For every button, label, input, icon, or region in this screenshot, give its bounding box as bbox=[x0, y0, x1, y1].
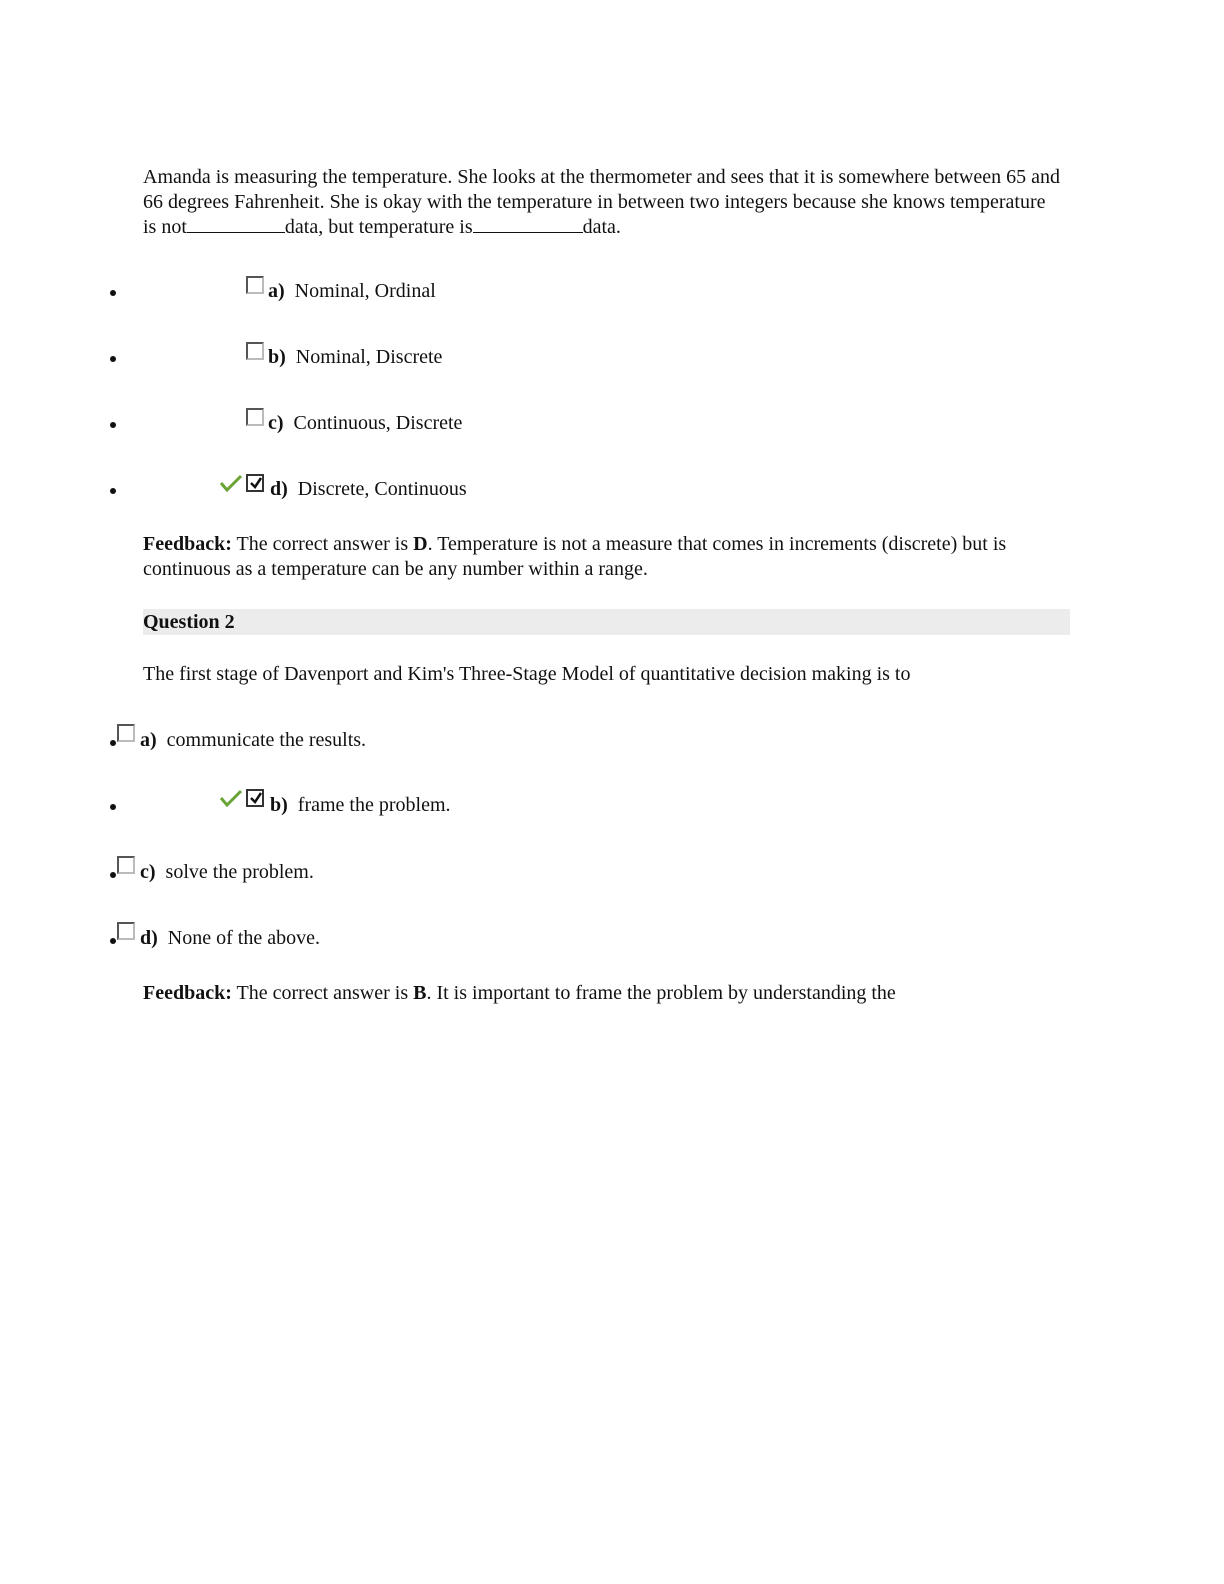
option-letter: c) bbox=[140, 861, 156, 883]
option-letter: a) bbox=[140, 729, 157, 751]
feedback-text-part2: . It is important to frame the problem by understanding the bbox=[426, 982, 896, 1004]
list-bullet bbox=[110, 872, 116, 878]
checkbox-icon[interactable] bbox=[246, 342, 264, 360]
answer-blank-1 bbox=[187, 216, 285, 233]
option-letter: d) bbox=[140, 927, 158, 949]
q1-option-c[interactable] bbox=[268, 411, 462, 435]
option-letter: b) bbox=[270, 794, 288, 816]
question-1-feedback bbox=[143, 532, 1068, 582]
checkbox-icon[interactable] bbox=[246, 474, 264, 492]
correct-checkmark-icon bbox=[219, 474, 243, 492]
checkbox-icon[interactable] bbox=[117, 856, 135, 874]
list-bullet bbox=[110, 422, 116, 428]
option-text: Nominal, Discrete bbox=[295, 346, 443, 368]
q1-option-b[interactable] bbox=[268, 345, 442, 369]
question-2-stem: The first stage of Davenport and Kim's Three-Stage Model of quantitative decision making is to bbox=[143, 663, 911, 685]
option-text: communicate the results. bbox=[166, 729, 367, 751]
checkbox-icon[interactable] bbox=[246, 276, 264, 294]
option-letter: c) bbox=[268, 412, 284, 434]
question-2-feedback bbox=[143, 981, 1068, 1006]
list-bullet bbox=[110, 356, 116, 362]
q2-option-c[interactable] bbox=[140, 860, 314, 884]
question-2-heading: Question 2 bbox=[143, 611, 235, 633]
question-1-stem bbox=[143, 165, 1063, 240]
feedback-answer: D bbox=[413, 533, 428, 555]
list-bullet bbox=[110, 488, 116, 494]
option-text: Nominal, Ordinal bbox=[294, 280, 436, 302]
answer-blank-2 bbox=[473, 216, 583, 233]
list-bullet bbox=[110, 740, 116, 746]
q2-option-a[interactable] bbox=[140, 728, 366, 752]
question-1-stem-part3: data. bbox=[582, 216, 621, 238]
feedback-answer: B bbox=[413, 982, 427, 1004]
option-letter: d) bbox=[270, 478, 288, 500]
option-text: None of the above. bbox=[167, 927, 320, 949]
option-letter: a) bbox=[268, 280, 285, 302]
question-1-stem-part1: Amanda is measuring the temperature. She looks at the thermometer and sees that it is somewhere between 65 and 66 degrees Fahrenheit. She is okay with the temperature in between two integers because she knows temperature is not bbox=[143, 166, 1060, 238]
question-2-header bbox=[143, 609, 1070, 635]
q2-option-b[interactable] bbox=[270, 793, 451, 817]
option-text: Continuous, Discrete bbox=[293, 412, 463, 434]
list-bullet bbox=[110, 938, 116, 944]
option-letter: b) bbox=[268, 346, 286, 368]
feedback-text-part1: The correct answer is bbox=[236, 982, 409, 1004]
correct-checkmark-icon bbox=[219, 789, 243, 807]
question-1-stem-part2: data, but temperature is bbox=[284, 216, 473, 238]
option-text: Discrete, Continuous bbox=[297, 478, 467, 500]
checkbox-icon[interactable] bbox=[117, 724, 135, 742]
checkbox-icon[interactable] bbox=[117, 922, 135, 940]
q1-option-a[interactable] bbox=[268, 279, 436, 303]
option-text: frame the problem. bbox=[297, 794, 451, 816]
feedback-label: Feedback: bbox=[143, 533, 232, 555]
list-bullet bbox=[110, 290, 116, 296]
feedback-text-part2: . Temperature is not a measure that comes in increments (discrete) but is continuous as a temperature can be any number within a range. bbox=[143, 533, 1007, 580]
q2-option-d[interactable] bbox=[140, 926, 320, 950]
option-text: solve the problem. bbox=[165, 861, 314, 883]
checkbox-icon[interactable] bbox=[246, 789, 264, 807]
checkbox-icon[interactable] bbox=[246, 408, 264, 426]
feedback-text-part1: The correct answer is bbox=[236, 533, 409, 555]
list-bullet bbox=[110, 804, 116, 810]
feedback-label: Feedback: bbox=[143, 982, 232, 1004]
q1-option-d[interactable] bbox=[270, 477, 467, 501]
